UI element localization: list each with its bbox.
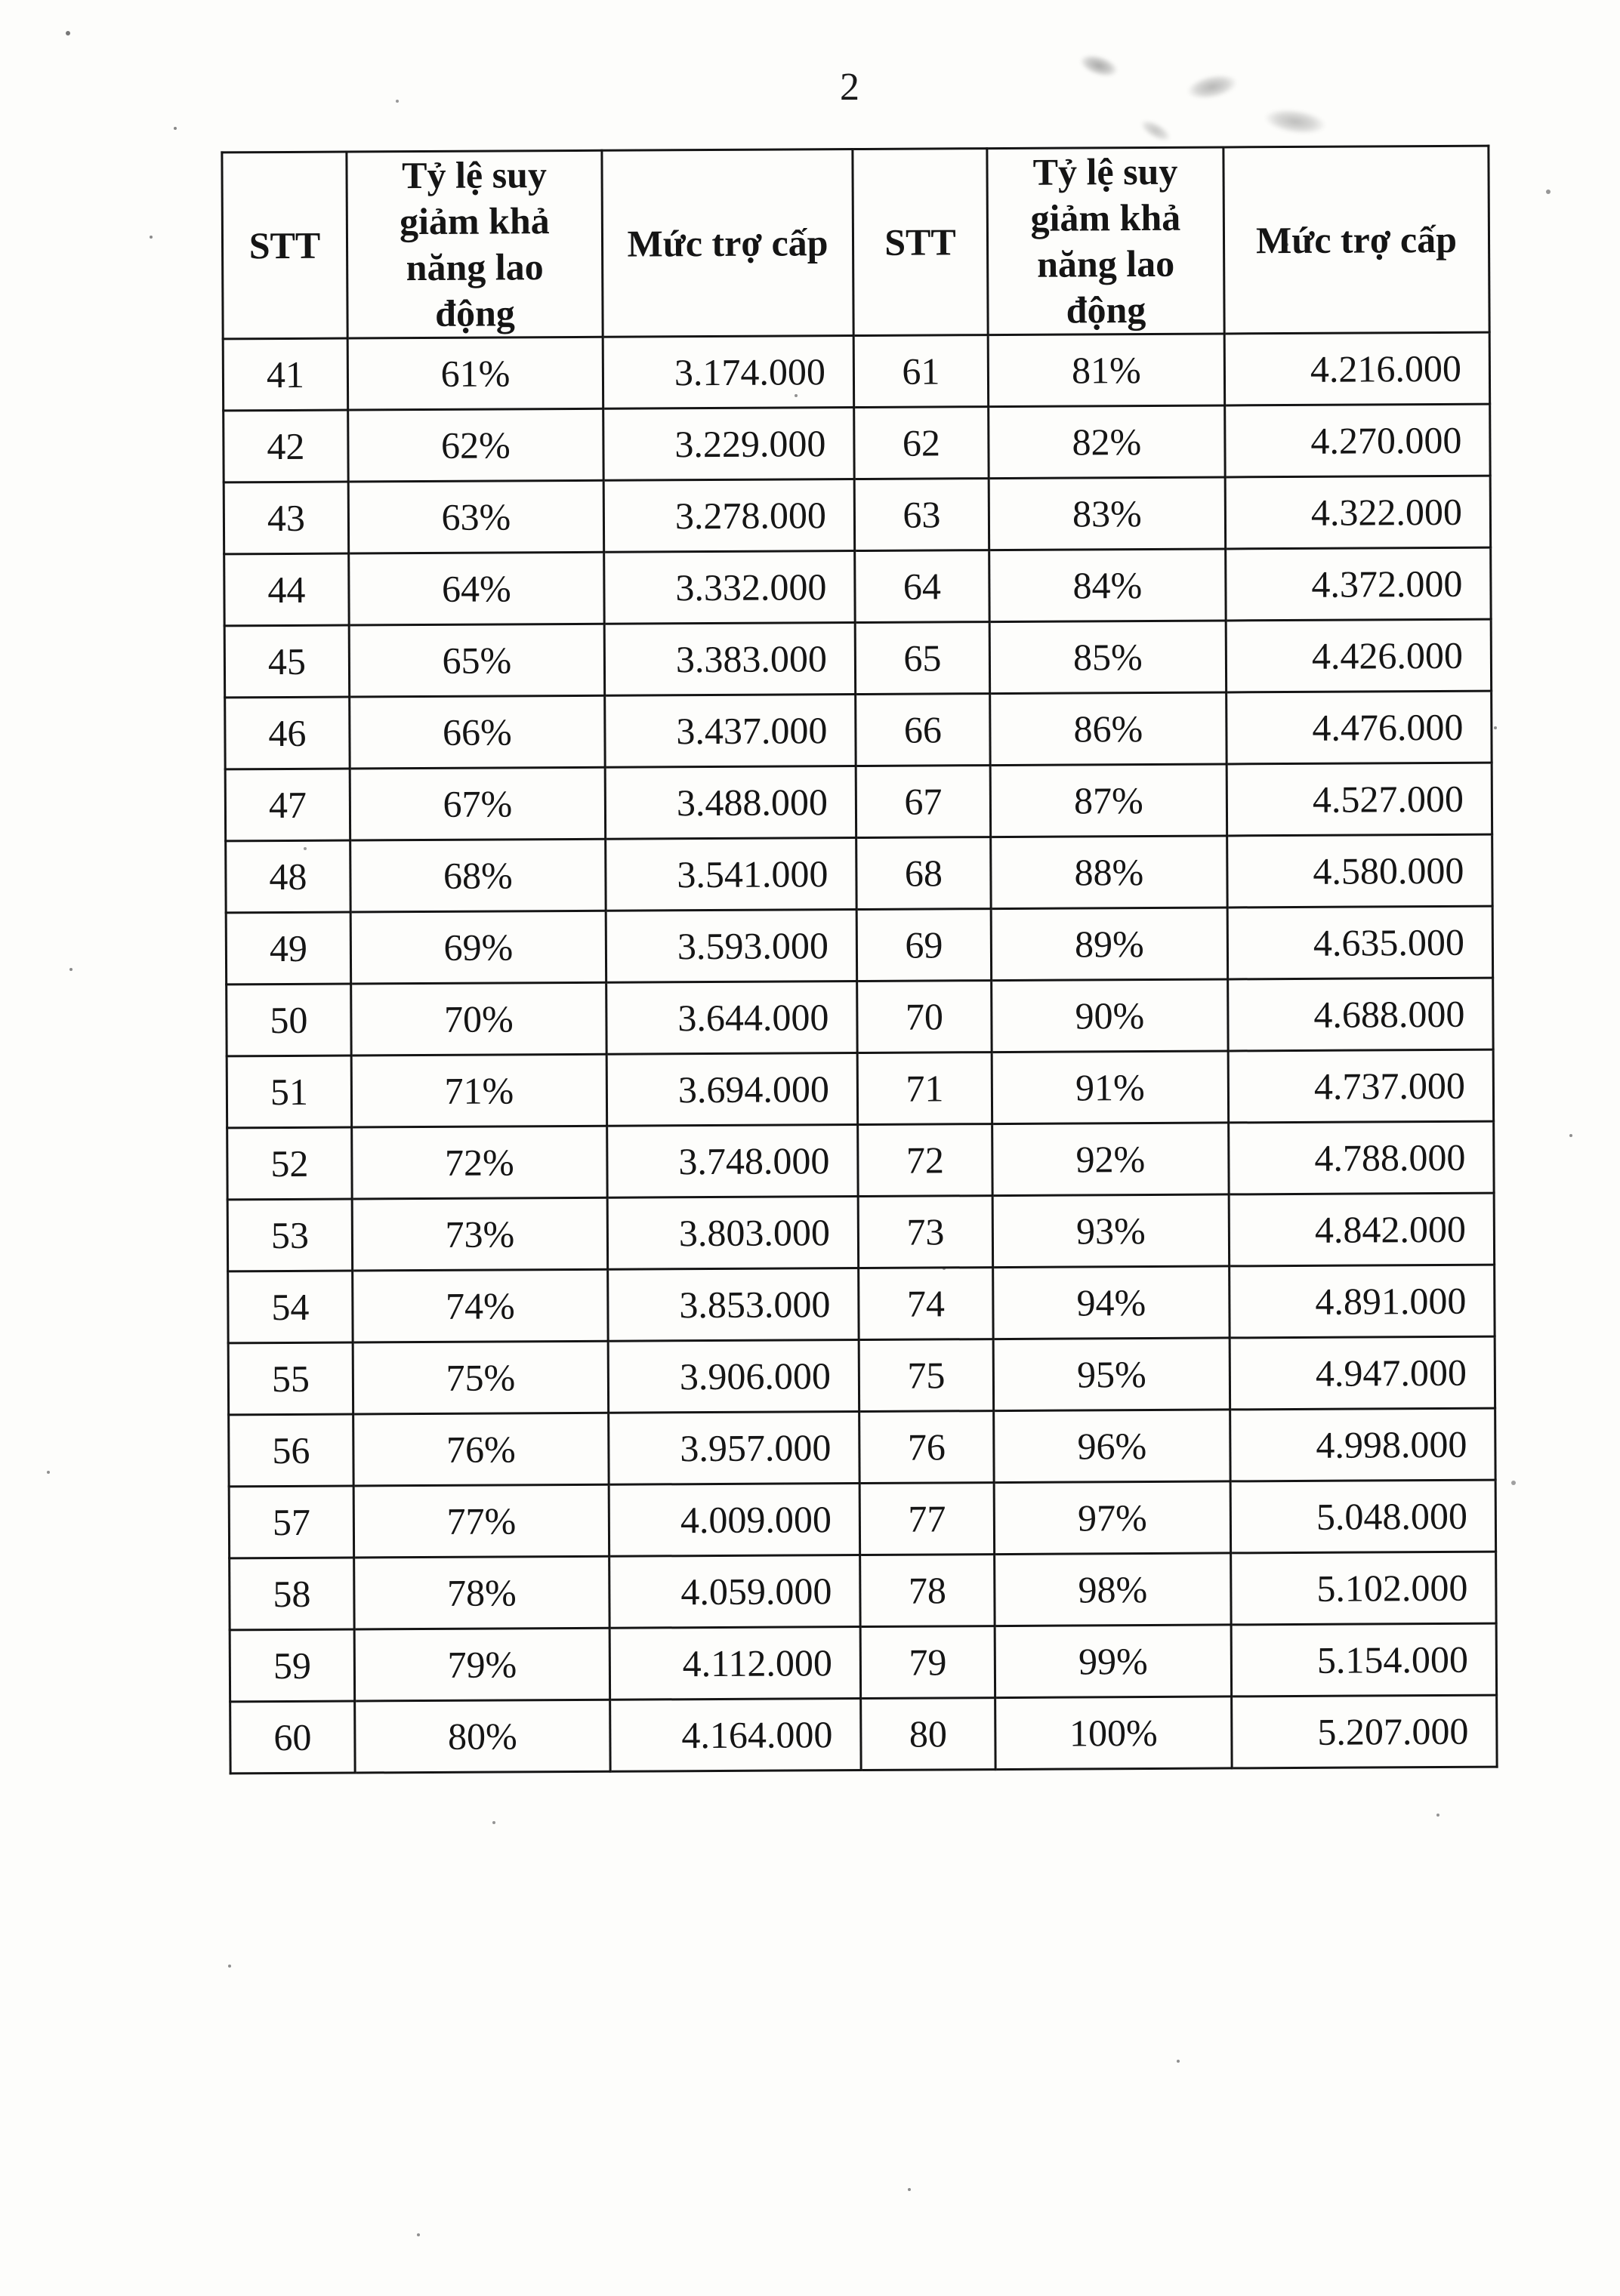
cell-stt-right: 68 [856, 837, 991, 910]
cell-stt-left: 43 [224, 482, 348, 554]
cell-stt-right: 80 [861, 1698, 995, 1771]
cell-stt-right: 72 [858, 1124, 992, 1197]
cell-rate-left: 74% [353, 1269, 608, 1342]
table-row [227, 1121, 1494, 1200]
cell-rate-right: 99% [995, 1625, 1231, 1698]
table-row [229, 1408, 1495, 1487]
cell-amount-right: 4.635.000 [1227, 906, 1492, 979]
cell-stt-left: 55 [228, 1342, 353, 1415]
cell-rate-left: 72% [352, 1126, 607, 1199]
cell-rate-right: 95% [993, 1338, 1230, 1411]
cell-amount-right: 4.426.000 [1226, 619, 1491, 692]
header-stt-right: STT [853, 149, 988, 336]
cell-amount-left: 4.059.000 [609, 1555, 860, 1629]
cell-rate-left: 64% [349, 552, 604, 625]
cell-stt-right: 61 [853, 335, 988, 408]
cell-amount-left: 3.278.000 [603, 479, 854, 553]
cell-stt-left: 59 [230, 1629, 354, 1702]
cell-stt-left: 42 [224, 410, 348, 482]
cell-amount-left: 4.112.000 [609, 1627, 860, 1700]
cell-rate-right: 97% [994, 1481, 1230, 1555]
cell-amount-right: 5.207.000 [1232, 1695, 1497, 1768]
cell-rate-left: 69% [350, 911, 606, 984]
table-row [230, 1695, 1497, 1774]
cell-stt-left: 53 [227, 1199, 352, 1271]
cell-rate-right: 91% [992, 1051, 1228, 1124]
table-row [225, 691, 1492, 769]
scan-artifact [1252, 100, 1339, 143]
cell-amount-right: 4.476.000 [1227, 691, 1492, 764]
cell-stt-right: 67 [856, 766, 990, 838]
scan-artifact [1069, 45, 1128, 86]
cell-stt-right: 75 [859, 1339, 993, 1412]
cell-rate-left: 73% [352, 1197, 607, 1271]
cell-stt-left: 46 [225, 697, 350, 769]
page-number: 2 [840, 66, 859, 109]
cell-rate-right: 88% [991, 836, 1227, 909]
cell-rate-right: 84% [989, 549, 1226, 622]
cell-rate-left: 65% [349, 624, 604, 697]
cell-amount-right: 4.688.000 [1228, 978, 1493, 1051]
cell-stt-right: 74 [859, 1268, 993, 1340]
cell-amount-left: 3.488.000 [605, 766, 856, 840]
header-amount-right: Mức trợ cấp [1223, 146, 1489, 334]
cell-rate-right: 90% [992, 979, 1228, 1052]
cell-rate-right: 100% [995, 1697, 1232, 1770]
table-row [230, 1552, 1496, 1630]
scan-artifact [1131, 111, 1180, 151]
cell-amount-left: 3.957.000 [609, 1412, 859, 1485]
cell-amount-left: 3.332.000 [604, 551, 855, 624]
header-amount-left: Mức trợ cấp [602, 149, 853, 337]
cell-stt-right: 76 [859, 1411, 994, 1484]
cell-stt-right: 79 [860, 1626, 995, 1699]
cell-amount-left: 4.009.000 [609, 1484, 859, 1557]
cell-rate-left: 80% [355, 1700, 610, 1773]
cell-stt-right: 78 [860, 1555, 995, 1627]
cell-stt-left: 54 [228, 1271, 353, 1343]
cell-amount-left: 3.694.000 [606, 1053, 857, 1126]
cell-stt-right: 69 [856, 909, 991, 982]
cell-stt-right: 64 [855, 550, 989, 623]
cell-amount-left: 3.748.000 [607, 1125, 858, 1198]
cell-stt-left: 56 [229, 1414, 353, 1487]
cell-rate-left: 79% [354, 1628, 609, 1701]
cell-rate-right: 93% [992, 1194, 1229, 1268]
cell-rate-left: 68% [350, 839, 606, 912]
table-row [225, 763, 1492, 841]
cell-amount-right: 4.580.000 [1227, 834, 1492, 908]
cell-stt-right: 62 [854, 407, 989, 479]
cell-stt-left: 45 [224, 625, 349, 698]
cell-rate-left: 77% [353, 1484, 609, 1558]
cell-stt-left: 58 [230, 1558, 354, 1630]
cell-rate-right: 86% [990, 692, 1227, 766]
cell-rate-right: 94% [993, 1266, 1230, 1339]
cell-stt-left: 52 [227, 1127, 352, 1200]
cell-amount-right: 5.102.000 [1231, 1552, 1496, 1625]
cell-amount-left: 3.174.000 [603, 336, 853, 409]
cell-amount-left: 3.541.000 [606, 838, 856, 911]
table-header-row [222, 146, 1489, 339]
cell-rate-right: 98% [995, 1553, 1231, 1626]
cell-stt-right: 65 [855, 622, 989, 695]
cell-stt-left: 48 [226, 840, 350, 913]
cell-rate-right: 85% [989, 621, 1226, 694]
cell-stt-right: 66 [856, 694, 990, 766]
cell-rate-right: 82% [989, 405, 1225, 479]
cell-amount-right: 5.154.000 [1231, 1623, 1496, 1697]
cell-rate-left: 66% [350, 695, 605, 769]
cell-rate-left: 62% [348, 408, 603, 482]
cell-amount-left: 3.383.000 [604, 623, 855, 696]
cell-stt-left: 41 [223, 338, 347, 411]
cell-stt-right: 63 [854, 479, 989, 551]
cell-amount-right: 4.527.000 [1227, 763, 1492, 836]
cell-stt-left: 47 [225, 769, 350, 841]
table-row [227, 978, 1493, 1056]
cell-amount-right: 4.998.000 [1230, 1408, 1495, 1481]
cell-rate-left: 71% [351, 1054, 606, 1127]
cell-rate-left: 76% [353, 1413, 609, 1486]
cell-stt-left: 49 [226, 912, 350, 985]
cell-amount-right: 4.788.000 [1229, 1121, 1494, 1194]
table-row [226, 834, 1492, 913]
cell-stt-right: 73 [858, 1196, 992, 1268]
table-row [228, 1336, 1495, 1415]
table-row [226, 906, 1492, 985]
cell-stt-left: 44 [224, 553, 349, 626]
cell-rate-left: 63% [348, 480, 603, 553]
cell-amount-left: 3.803.000 [607, 1197, 858, 1270]
header-rate-right: Tỷ lệ suy giảm khả năng lao động [987, 147, 1224, 335]
cell-amount-left: 3.593.000 [606, 910, 856, 983]
table-row [229, 1480, 1495, 1558]
table-body [223, 332, 1497, 1774]
cell-rate-left: 78% [354, 1556, 609, 1629]
cell-amount-left: 3.853.000 [608, 1268, 859, 1342]
cell-rate-right: 83% [989, 477, 1225, 550]
cell-rate-right: 87% [990, 764, 1227, 837]
cell-stt-left: 60 [230, 1701, 355, 1774]
table-row [230, 1623, 1496, 1702]
header-rate-left: Tỷ lệ suy giảm khả năng lao động [347, 150, 603, 338]
cell-amount-right: 4.842.000 [1229, 1193, 1494, 1266]
table-row [227, 1193, 1494, 1271]
cell-amount-right: 5.048.000 [1230, 1480, 1495, 1553]
table-row [227, 1049, 1493, 1128]
cell-amount-left: 3.906.000 [608, 1340, 859, 1413]
cell-stt-right: 70 [857, 981, 992, 1053]
table-row [224, 619, 1491, 698]
table-row [223, 332, 1489, 411]
cell-amount-right: 4.947.000 [1230, 1336, 1495, 1410]
scan-artifact [1176, 65, 1248, 109]
cell-rate-right: 96% [994, 1410, 1230, 1483]
benefit-rate-table [221, 145, 1498, 1775]
cell-stt-left: 50 [227, 984, 351, 1056]
cell-rate-right: 92% [992, 1123, 1229, 1196]
header-stt-left: STT [222, 152, 347, 339]
table-row [224, 476, 1490, 554]
cell-stt-right: 71 [857, 1052, 992, 1125]
cell-stt-left: 57 [229, 1486, 353, 1558]
cell-amount-left: 4.164.000 [610, 1699, 861, 1772]
scan-speckles [0, 0, 3, 3]
cell-amount-right: 4.216.000 [1224, 332, 1489, 405]
cell-amount-left: 3.644.000 [606, 982, 857, 1055]
cell-rate-left: 75% [353, 1341, 608, 1414]
table-row [224, 547, 1491, 626]
cell-rate-left: 67% [350, 767, 605, 840]
cell-rate-left: 70% [351, 982, 606, 1056]
cell-stt-right: 77 [859, 1483, 994, 1555]
cell-rate-left: 61% [347, 337, 603, 410]
cell-rate-right: 81% [988, 334, 1224, 407]
cell-amount-right: 4.270.000 [1225, 404, 1490, 477]
cell-amount-right: 4.372.000 [1226, 547, 1491, 621]
cell-amount-right: 4.737.000 [1228, 1049, 1493, 1123]
cell-amount-left: 3.229.000 [603, 408, 854, 481]
cell-amount-left: 3.437.000 [605, 695, 856, 768]
cell-stt-left: 51 [227, 1056, 351, 1128]
cell-rate-right: 89% [991, 908, 1227, 981]
table-row [228, 1265, 1495, 1343]
cell-amount-right: 4.891.000 [1230, 1265, 1495, 1338]
table-row [224, 404, 1490, 482]
cell-amount-right: 4.322.000 [1225, 476, 1490, 549]
